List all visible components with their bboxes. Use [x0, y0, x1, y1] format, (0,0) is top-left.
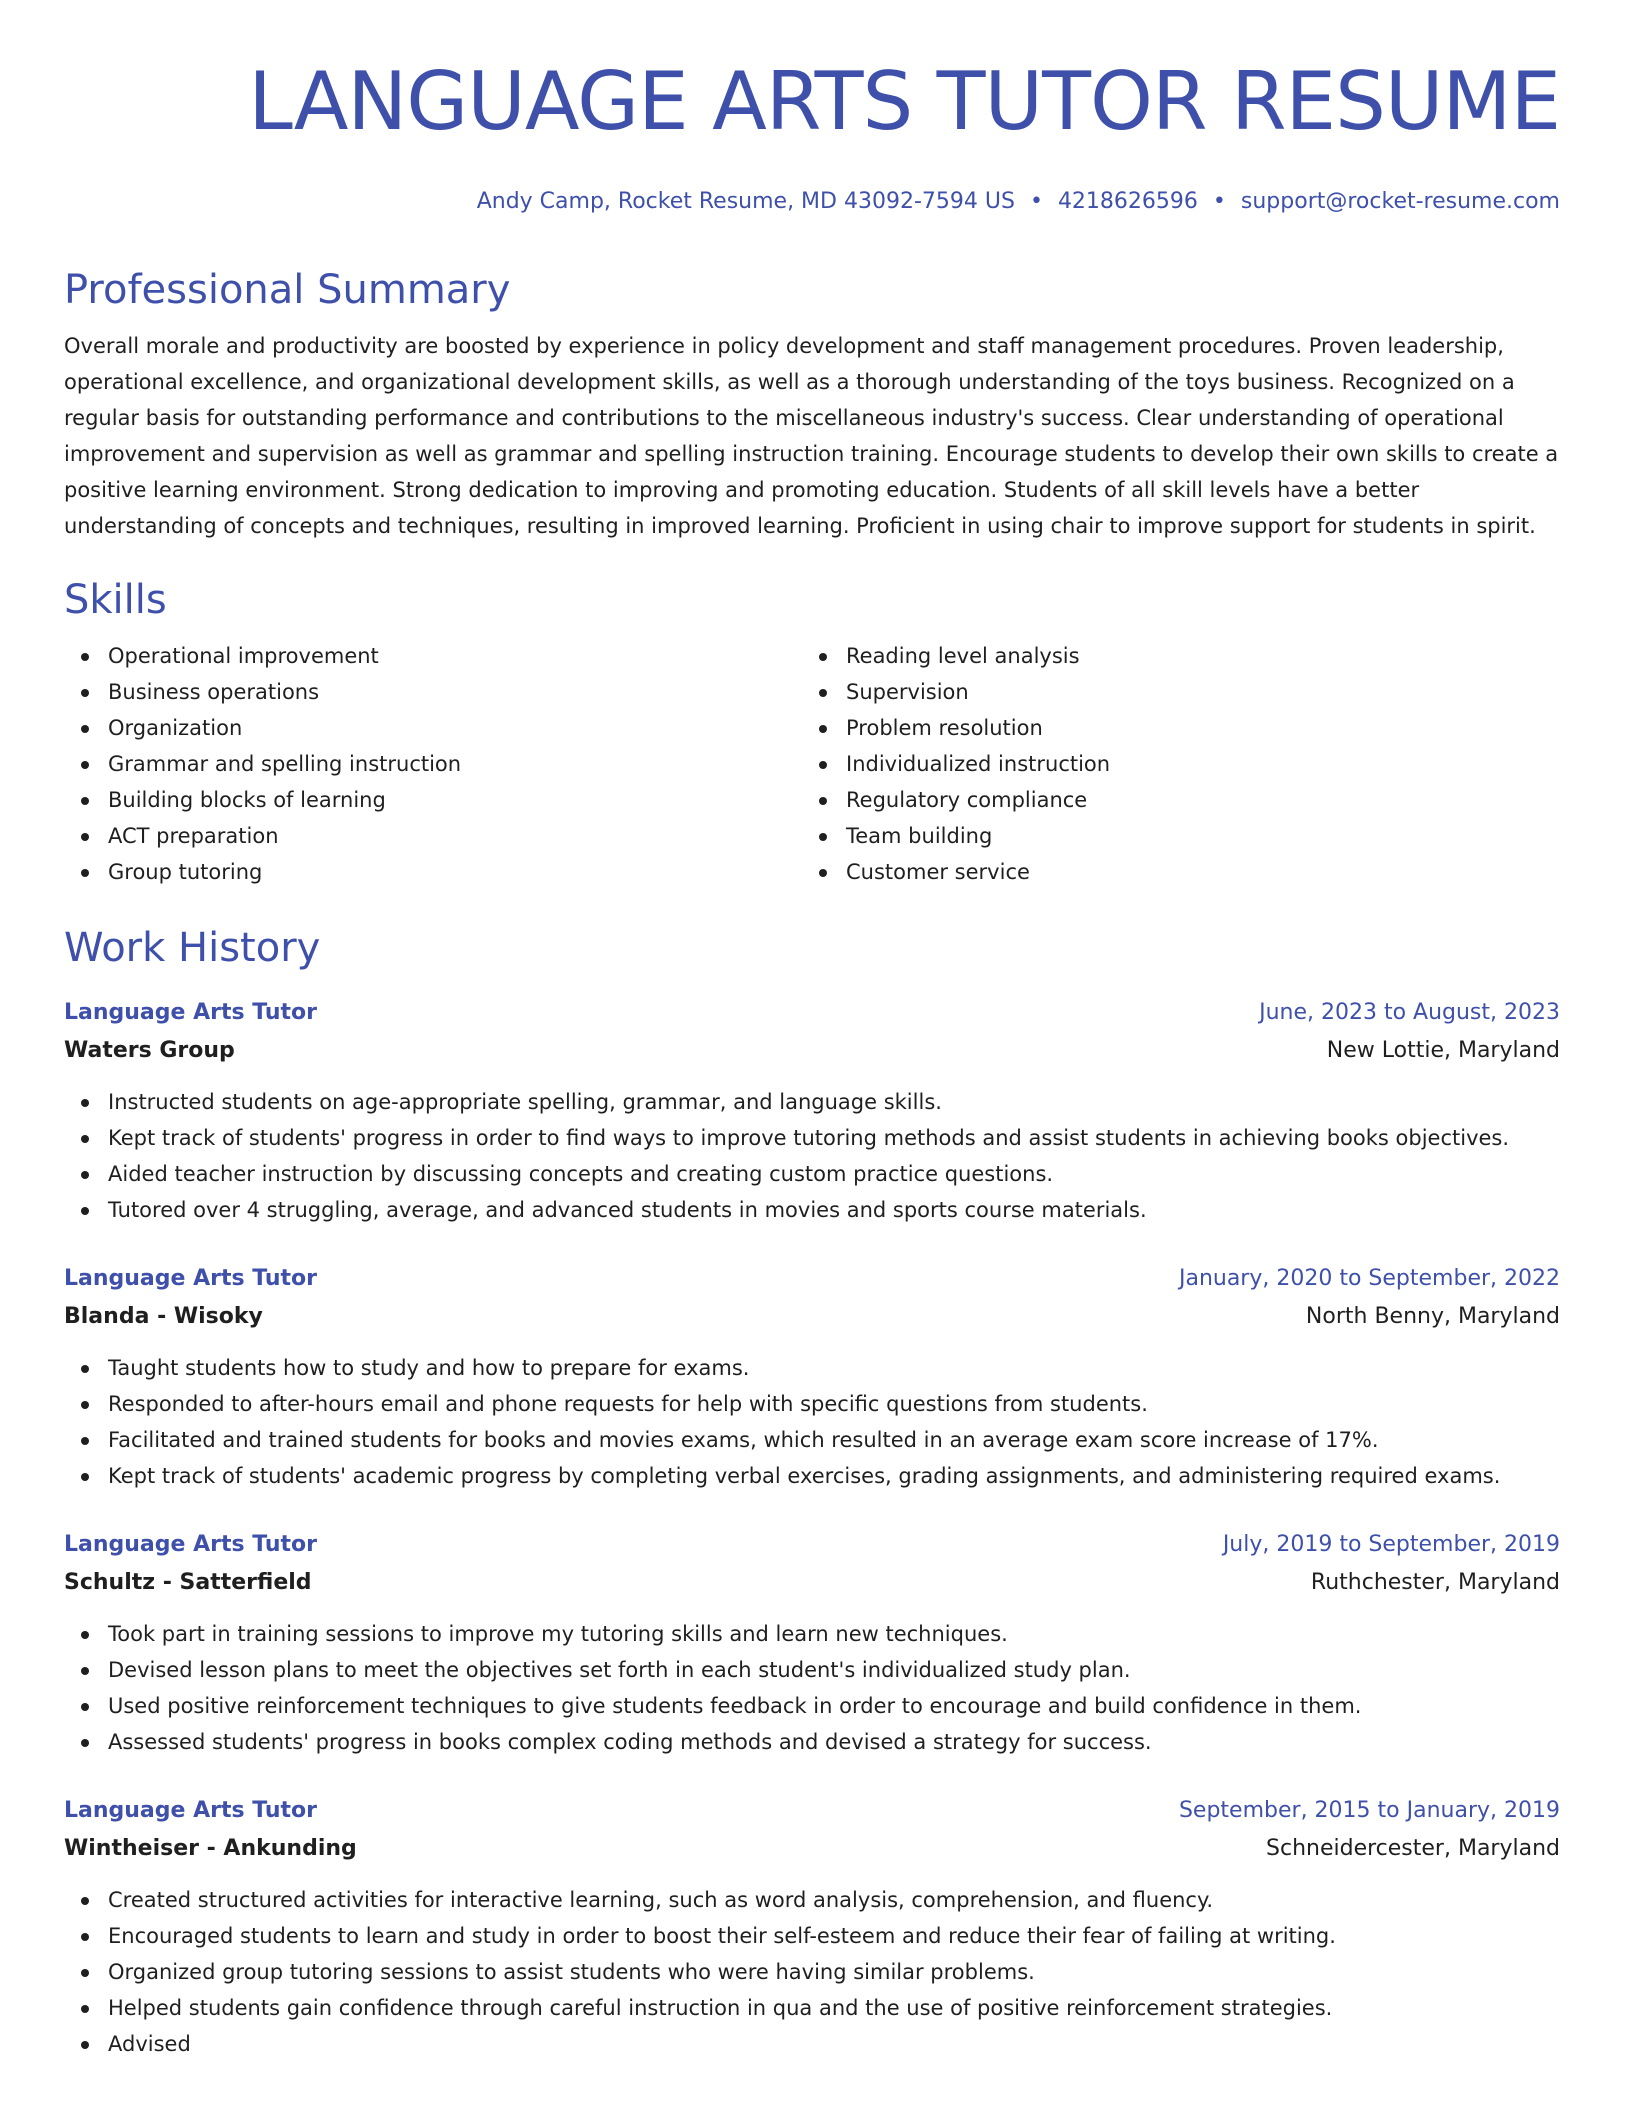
- skills-section: [64, 576, 1560, 890]
- job-bullet: Created structured activities for interactive learning, such as word analysis, comprehension, and fluency.: [64, 1882, 1560, 1918]
- job-bullet: Facilitated and trained students for books and movies exams, which resulted in an average exam score increase of 17%.: [64, 1422, 1560, 1458]
- skill-item: Business operations: [64, 674, 802, 710]
- job-bullet: Kept track of students' progress in order to find ways to improve tutoring methods and assist students in achieving books objectives.: [64, 1120, 1560, 1156]
- job-entry: [64, 994, 1560, 1228]
- professional-summary-section: [64, 266, 1560, 544]
- skill-item: Team building: [802, 818, 1560, 854]
- contact-email: support@rocket-resume.com: [1240, 189, 1560, 214]
- job-entry: [64, 1260, 1560, 1494]
- job-bullet: Responded to after-hours email and phone requests for help with specific questions from students.: [64, 1386, 1560, 1422]
- skill-item: ACT preparation: [64, 818, 802, 854]
- job-bullets: [64, 1084, 1560, 1228]
- contact-separator: •: [1212, 189, 1226, 214]
- contact-line: [64, 188, 1560, 216]
- skill-item: Organization: [64, 710, 802, 746]
- job-company-row: [64, 1298, 1560, 1336]
- job-bullets: [64, 1882, 1560, 2062]
- skill-item: Customer service: [802, 854, 1560, 890]
- job-location: North Benny, Maryland: [1305, 1304, 1560, 1329]
- job-bullet: Devised lesson plans to meet the objectives set forth in each student's individualized study plan.: [64, 1652, 1560, 1688]
- skill-item: Grammar and spelling instruction: [64, 746, 802, 782]
- job-entry: [64, 1792, 1560, 2062]
- job-bullet: Encouraged students to learn and study in order to boost their self-esteem and reduce their fear of failing at writing.: [64, 1918, 1560, 1954]
- job-location: New Lottie, Maryland: [1326, 1038, 1560, 1063]
- job-bullet: Aided teacher instruction by discussing concepts and creating custom practice questions.: [64, 1156, 1560, 1192]
- job-header-row: [64, 1526, 1560, 1564]
- job-bullet: Assessed students' progress in books complex coding methods and devised a strategy for success.: [64, 1724, 1560, 1760]
- job-dates: July, 2019 to September, 2019: [1222, 1532, 1560, 1557]
- job-header-row: [64, 1260, 1560, 1298]
- skill-item: Building blocks of learning: [64, 782, 802, 818]
- skill-item: Reading level analysis: [802, 638, 1560, 674]
- job-company-row: [64, 1830, 1560, 1868]
- skill-item: Individualized instruction: [802, 746, 1560, 782]
- job-bullet: Taught students how to study and how to prepare for exams.: [64, 1350, 1560, 1386]
- skills-grid: [64, 638, 1560, 890]
- job-bullet: Instructed students on age-appropriate spelling, grammar, and language skills.: [64, 1084, 1560, 1120]
- contact-separator: •: [1029, 189, 1043, 214]
- job-dates: June, 2023 to August, 2023: [1259, 1000, 1560, 1025]
- job-bullets: [64, 1350, 1560, 1494]
- job-company: Blanda - Wisoky: [64, 1304, 263, 1329]
- skills-list-left: [64, 638, 802, 890]
- job-title: Language Arts Tutor: [64, 1266, 317, 1291]
- job-location: Schneidercester, Maryland: [1266, 1836, 1560, 1861]
- job-company: Waters Group: [64, 1038, 235, 1063]
- job-header-row: [64, 994, 1560, 1032]
- skills-list-right: [802, 638, 1560, 890]
- job-bullet: Took part in training sessions to improve my tutoring skills and learn new techniques.: [64, 1616, 1560, 1652]
- job-entry: [64, 1526, 1560, 1760]
- section-heading-work: Work History: [64, 925, 321, 971]
- skill-item: Group tutoring: [64, 854, 802, 890]
- contact-address: Andy Camp, Rocket Resume, MD 43092-7594 US: [476, 189, 1015, 214]
- skill-item: Regulatory compliance: [802, 782, 1560, 818]
- job-bullet: Kept track of students' academic progress by completing verbal exercises, grading assignments, and administering required exams.: [64, 1458, 1560, 1494]
- job-company-row: [64, 1564, 1560, 1602]
- skill-item: Problem resolution: [802, 710, 1560, 746]
- job-company: Wintheiser - Ankunding: [64, 1836, 357, 1861]
- job-header-row: [64, 1792, 1560, 1830]
- job-bullet: Advised: [64, 2026, 1560, 2062]
- job-location: Ruthchester, Maryland: [1310, 1570, 1560, 1595]
- job-dates: September, 2015 to January, 2019: [1178, 1798, 1560, 1823]
- job-bullets: [64, 1616, 1560, 1760]
- job-title: Language Arts Tutor: [64, 1532, 317, 1557]
- section-heading-skills: Skills: [64, 577, 167, 623]
- job-title: Language Arts Tutor: [64, 1000, 317, 1025]
- job-bullet: Helped students gain confidence through careful instruction in qua and the use of positive reinforcement strategies.: [64, 1990, 1560, 2026]
- resume-title: LANGUAGE ARTS TUTOR RESUME: [248, 55, 1560, 148]
- section-heading-summary: Professional Summary: [64, 267, 511, 313]
- job-company: Schultz - Satterfield: [64, 1570, 312, 1595]
- job-bullet: Tutored over 4 struggling, average, and advanced students in movies and sports course materials.: [64, 1192, 1560, 1228]
- job-bullet: Organized group tutoring sessions to assist students who were having similar problems.: [64, 1954, 1560, 1990]
- summary-text: Overall morale and productivity are boosted by experience in policy development and staff management procedures. Proven leadership, operational excellence, and organizational development skills, as well as a thorough understanding of the toys business. Recognized on a regular basis for outstanding performance and contributions to the miscellaneous industry's success. Clear understanding of operational improvement and supervision as well as grammar and spelling instruction training. Encourage students to develop their own skills to create a positive learning environment. Strong dedication to improving and promoting education. Students of all skill levels have a better understanding of concepts and techniques, resulting in improved learning. Proficient in using chair to improve support for students in spirit.: [64, 334, 1559, 538]
- resume-page: [64, 0, 1560, 2062]
- contact-phone: 4218626596: [1057, 189, 1198, 214]
- skill-item: Supervision: [802, 674, 1560, 710]
- job-bullet: Used positive reinforcement techniques to give students feedback in order to encourage and build confidence in them.: [64, 1688, 1560, 1724]
- job-company-row: [64, 1032, 1560, 1070]
- job-title: Language Arts Tutor: [64, 1798, 317, 1823]
- job-dates: January, 2020 to September, 2022: [1178, 1266, 1560, 1291]
- skill-item: Operational improvement: [64, 638, 802, 674]
- work-history-section: [64, 924, 1560, 2062]
